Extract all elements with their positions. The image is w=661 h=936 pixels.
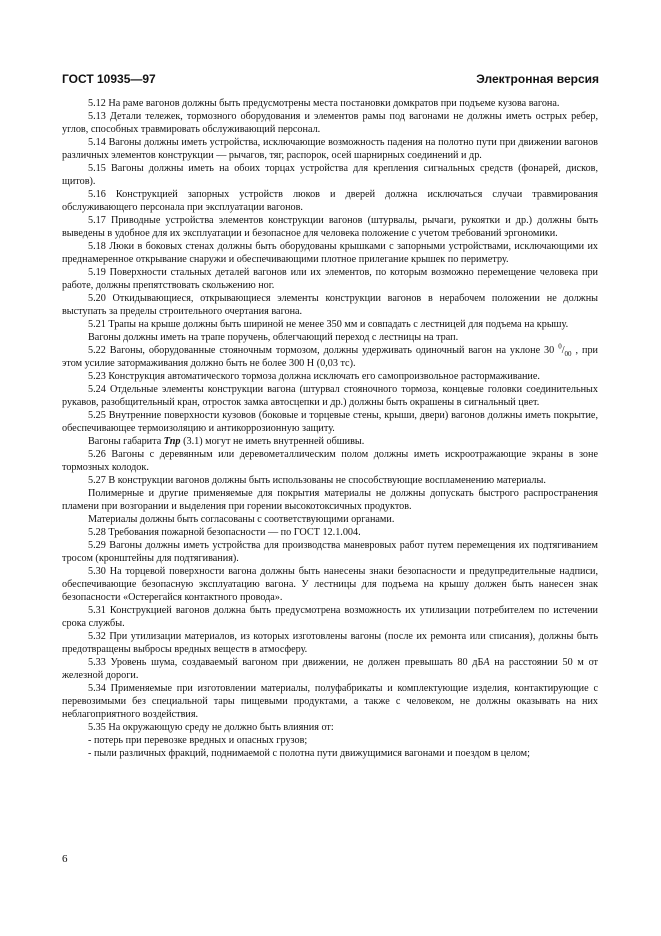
paragraph-5-34: 5.34 Применяемые при изготовлении материалы, полуфабрикаты и комплектующие изделия, контактирующие с перевозимыми без специальной тары пищевыми продуктами, а также с человеком, не должны оказывать на них неблагоприятного воздействия. <box>62 683 598 720</box>
p533-unit: А <box>483 657 490 668</box>
paragraph-5-27: 5.27 В конструкции вагонов должны быть использованы не способствующие воспламенению материалы. <box>88 475 546 486</box>
paragraph-5-21: 5.21 Трапы на крыше должны быть шириной не менее 350 мм и совпадать с лестницей для подъема на крышу. <box>88 319 569 330</box>
paragraph-gabarit <box>62 435 598 448</box>
paragraph-5-15: 5.15 Вагоны должны иметь на обоих торцах устройства для крепления сигнальных средств (фонарей, дисков, щитов). <box>62 163 598 187</box>
paragraph-5-35: 5.35 На окружающую среду не должно быть влияния от: <box>88 722 334 733</box>
electronic-version-label: Электронная версия <box>476 72 599 86</box>
permille-sub: 00 <box>564 350 572 359</box>
gabarit-code: Тпр <box>163 436 181 447</box>
list-item-hazardous-cargo: - потерь при перевозке вредных и опасных грузов; <box>88 735 308 746</box>
p522-text-before: 5.22 Вагоны, оборудованные стояночным тормозом, должны удерживать одиночный вагон на уклоне 30 <box>88 345 559 356</box>
p522-text-after: , при этом усилие затормаживания должно быть не более 300 Н (0,03 тс). <box>62 345 598 369</box>
paragraph-5-25: 5.25 Внутренние поверхности кузовов (боковые и торцевые стены, крыши, двери) вагонов должны иметь покрытие, обеспечивающее термоизоляцию и антикоррозионную защиту. <box>62 410 598 434</box>
list-item-dust: - пыли различных фракций, поднимаемой с полотна пути движущимися вагонами и поездом в целом; <box>88 748 530 759</box>
permille-sup: 0 <box>558 342 562 351</box>
paragraph-polymers: Полимерные и другие применяемые для покрытия материалы не должны допускать быстрого распространения пламени при возгорании и выделения при горении высокотоксичных продуктов. <box>62 488 598 512</box>
p533-after: на расстоянии 50 м от железной дороги. <box>62 657 598 681</box>
paragraph-5-32: 5.32 При утилизации материалов, из которых изготовлены вагоны (после их ремонта или списания), должны быть предотвращены выбросы вредных веществ в атмосферу. <box>62 631 598 655</box>
paragraph-5-17: 5.17 Приводные устройства элементов конструкции вагонов (штурвалы, рычаги, рукоятки и др.) должны быть выведены в удобное для их эксплуатации и безопасное для человека положение с учетом требований эргономики. <box>62 215 598 239</box>
paragraph-5-33 <box>62 656 598 682</box>
permille-slash: / <box>561 345 565 356</box>
paragraph-5-22 <box>62 344 598 370</box>
paragraph-materials-agreed: Материалы должны быть согласованы с соответствующими органами. <box>88 514 395 525</box>
page-number: 6 <box>62 853 68 865</box>
paragraph-5-19: 5.19 Поверхности стальных деталей вагонов или их элементов, по которым возможно перемещение человека при работе, должны препятствовать скольжению ног. <box>62 267 598 291</box>
gabarit-before: Вагоны габарита <box>88 436 164 447</box>
paragraph-5-29: 5.29 Вагоны должны иметь устройства для производства маневровых работ путем перемещения их подтягиванием тросом (кронштейны для подтягивания). <box>62 540 598 564</box>
standard-code: ГОСТ 10935—97 <box>62 72 156 86</box>
paragraph-5-20: 5.20 Откидывающиеся, открывающиеся элементы конструкции вагонов в нерабочем положении не должны выступать за пределы строительного очертания вагона. <box>62 293 598 317</box>
paragraph-5-28: 5.28 Требования пожарной безопасности — по ГОСТ 12.1.004. <box>88 527 361 538</box>
paragraph-5-26: 5.26 Вагоны с деревянным или деревометаллическим полом должны иметь искроотражающие экраны в зоне тормозных колодок. <box>62 449 598 473</box>
paragraph-5-18: 5.18 Люки в боковых стенах должны быть оборудованы крышками с запорными устройствами, исключающими их преднамеренное открывание снаружи и обеспечивающими плотное прилегание крышек по периметру. <box>62 241 598 265</box>
paragraph-5-16: 5.16 Конструкцией запорных устройств люков и дверей должна исключаться случаи травмирования обслуживающего персонала при эксплуатации вагонов. <box>62 189 598 213</box>
paragraph-5-31: 5.31 Конструкцией вагонов должна быть предусмотрена возможность их утилизации потребителем по истечении срока службы. <box>62 605 598 629</box>
paragraph-5-14: 5.14 Вагоны должны иметь устройства, исключающие возможность падения на полотно пути при движении вагонов различных элементов конструкции — рычагов, тяг, распорок, осей шарнирных соединений и др. <box>62 137 598 161</box>
paragraph-5-13: 5.13 Детали тележек, тормозного оборудования и элементов рамы под вагонами не должны иметь острых ребер, углов, способных травмировать обслуживающий персонал. <box>62 111 598 135</box>
gabarit-after: (3.1) могут не иметь внутренней обшивы. <box>180 436 365 447</box>
document-body <box>62 97 598 760</box>
paragraph-5-12: 5.12 На раме вагонов должны быть предусмотрены места постановки домкратов при подъеме кузова вагона. <box>88 98 560 109</box>
paragraph-5-30: 5.30 На торцевой поверхности вагона должны быть нанесены знаки безопасности и предупредительные надписи, обеспечивающие безопасную эксплуатацию вагона. У лестницы для подъема на крышу должен быть нанесен знак безопасности «Остерегайся контактного провода». <box>62 566 598 603</box>
paragraph-ladder-handrail: Вагоны должны иметь на трапе поручень, облегчающий переход с лестницы на трап. <box>88 332 459 343</box>
p533-before: 5.33 Уровень шума, создаваемый вагоном при движении, не должен превышать 80 дБ <box>88 657 484 668</box>
paragraph-5-24: 5.24 Отдельные элементы конструкции вагона (штурвал стояночного тормоза, концевые головки соединительных рукавов, разобщительный кран, отросток замка автосцепки и др.) должны быть окрашены в сигнальный цвет. <box>62 384 598 408</box>
paragraph-5-23: 5.23 Конструкция автоматического тормоза должна исключать его самопроизвольное растормаживание. <box>88 371 540 382</box>
